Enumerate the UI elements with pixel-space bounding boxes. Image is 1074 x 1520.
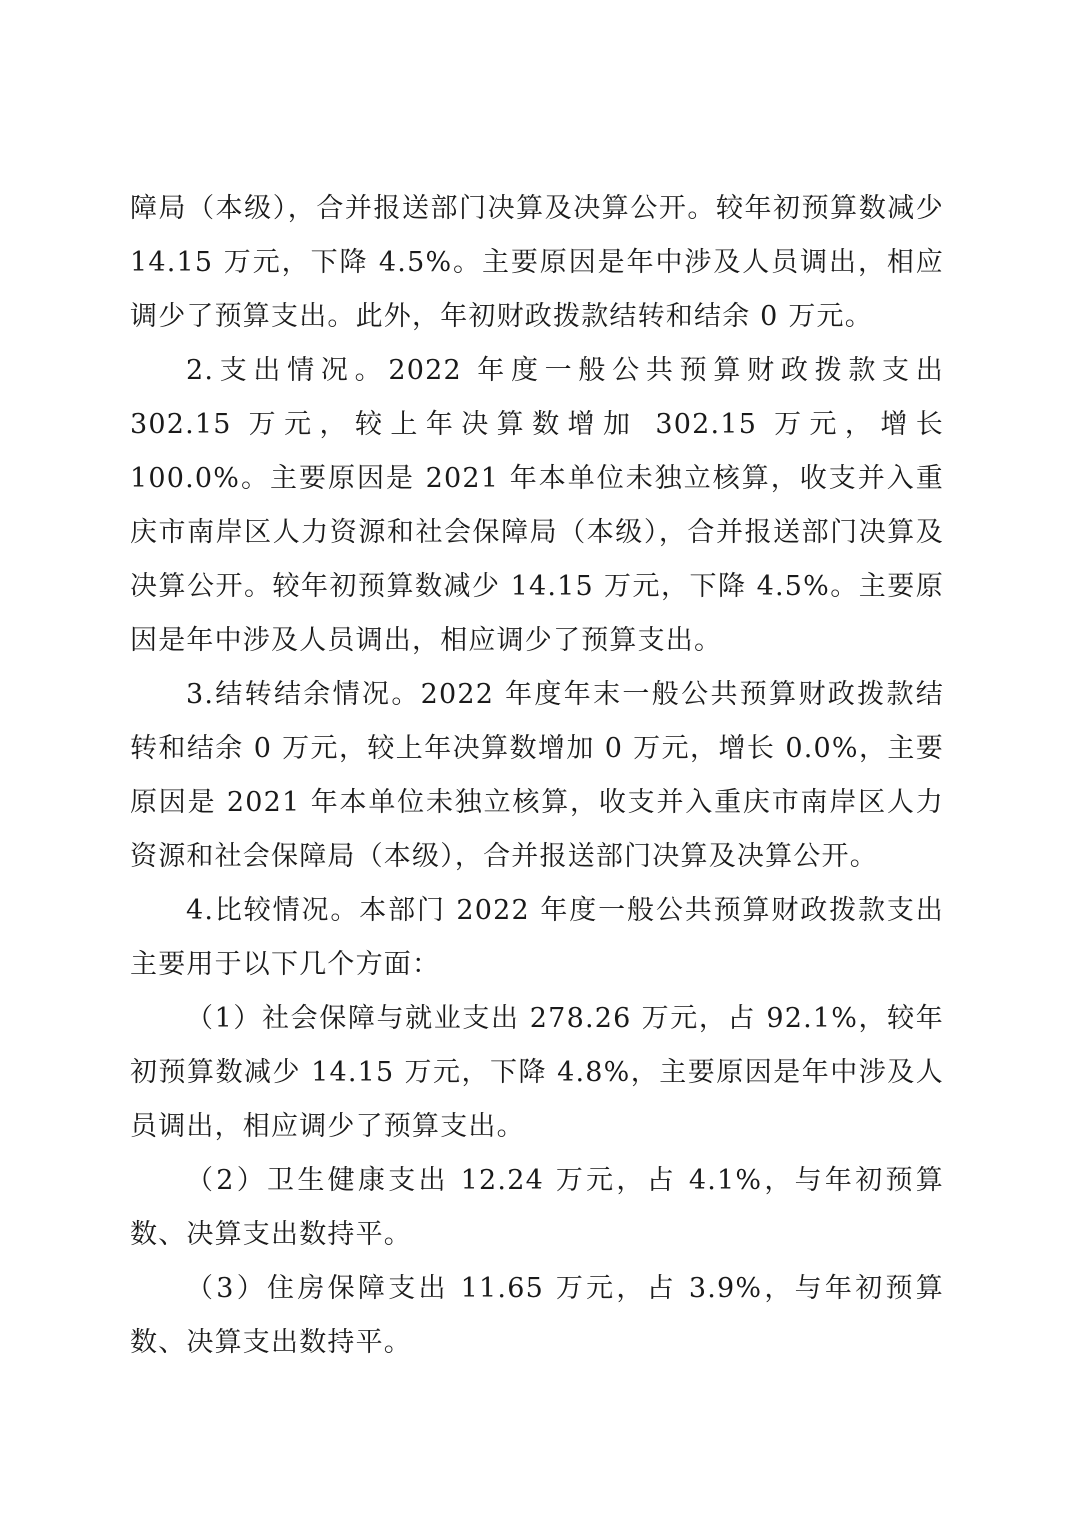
- document-body: [130, 182, 944, 1370]
- paragraph-carryover: 3.结转结余情况。2022 年度年末一般公共预算财政拨款结转和结余 0 万元，较上年决算数增加 0 万元，增长 0.0%，主要原因是 2021 年本单位未独立核算，收支并入重庆市南岸区人力资源和社会保障局（本级），合并报送部门决算及决算公开。: [130, 679, 944, 872]
- paragraph-continuation: 障局（本级），合并报送部门决算及决算公开。较年初预算数减少 14.15 万元，下降 4.5%。主要原因是年中涉及人员调出，相应调少了预算支出。此外，年初财政拨款结转和结余 0 万元。: [130, 193, 944, 332]
- paragraph-item-health: （2）卫生健康支出 12.24 万元，占 4.1%，与年初预算数、决算支出数持平。: [130, 1165, 944, 1250]
- paragraph-item-housing: （3）住房保障支出 11.65 万元，占 3.9%，与年初预算数、决算支出数持平。: [130, 1273, 944, 1358]
- paragraph-comparison: 4.比较情况。本部门 2022 年度一般公共预算财政拨款支出主要用于以下几个方面：: [130, 895, 944, 980]
- paragraph-expenditure: 2.支出情况。2022 年度一般公共预算财政拨款支出 302.15 万元，较上年决算数增加 302.15 万元，增长 100.0%。主要原因是 2021 年本单位未独立核算，收支并入重庆市南岸区人力资源和社会保障局（本级），合并报送部门决算及决算公开。较年初预算数减少 14.15 万元，下降 4.5%。主要原因是年中涉及人员调出，相应调少了预算支出。: [130, 355, 944, 656]
- paragraph-item-social-security: （1）社会保障与就业支出 278.26 万元，占 92.1%，较年初预算数减少 14.15 万元，下降 4.8%，主要原因是年中涉及人员调出，相应调少了预算支出。: [130, 1003, 944, 1142]
